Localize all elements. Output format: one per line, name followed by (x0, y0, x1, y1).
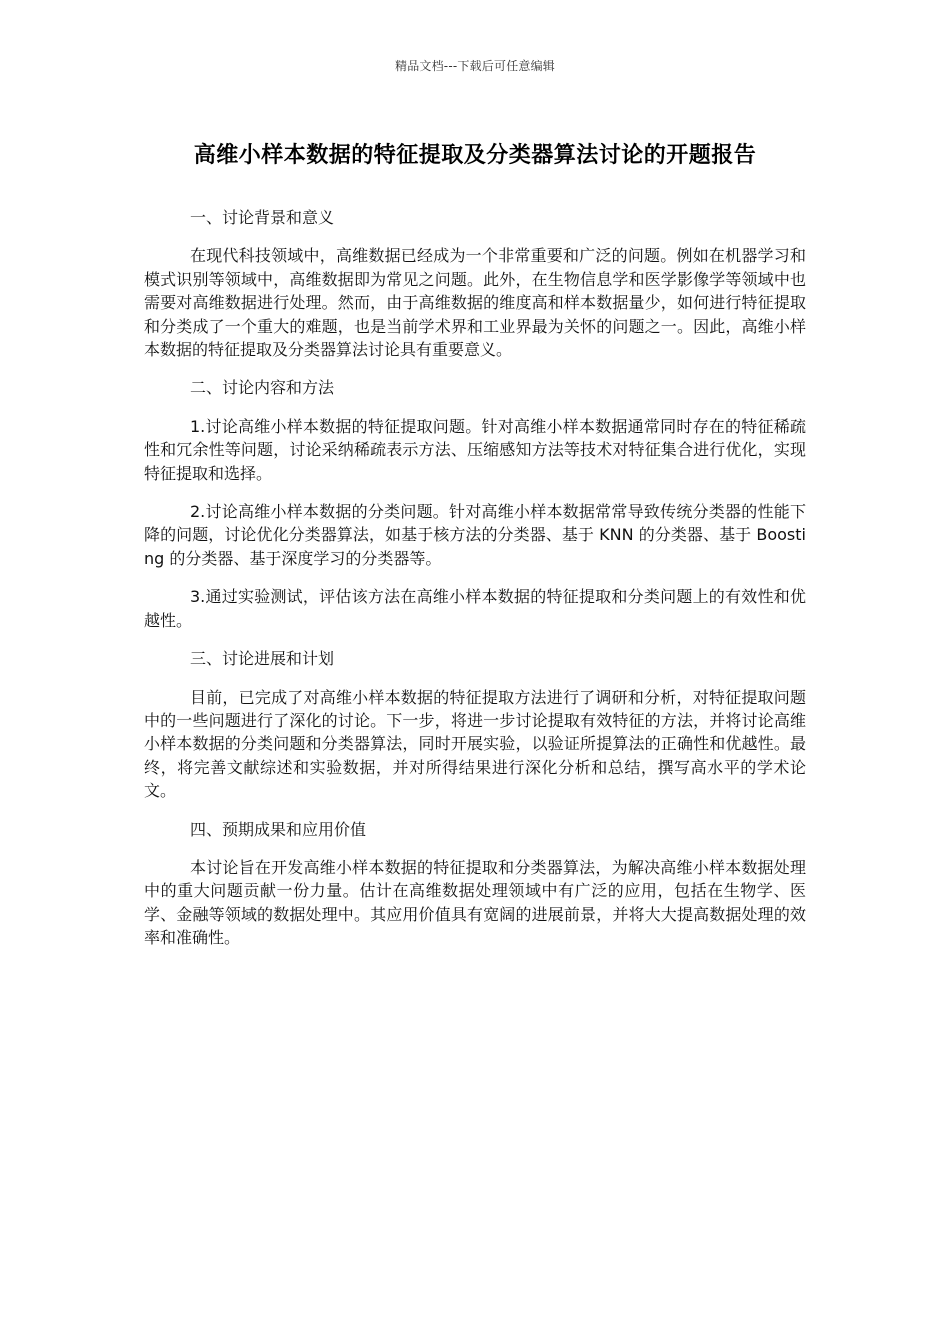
paragraph-background: 在现代科技领域中，高维数据已经成为一个非常重要和广泛的问题。例如在机器学习和模式识别等领域中，高维数据即为常见之问题。此外，在生物信息学和医学影像学等领域中也需要对高维数据进行处理。然而，由于高维数据的维度高和样本数据量少，如何进行特征提取和分类成了一个重大的难题，也是当前学术界和工业界最为关怀的问题之一。因此，高维小样本数据的特征提取及分类器算法讨论具有重要意义。 (144, 246, 806, 360)
document-body (144, 206, 806, 965)
section-heading-background: 一、讨论背景和意义 (190, 208, 335, 227)
paragraph-experiments: 3.通过实验测试，评估该方法在高维小样本数据的特征提取和分类问题上的有效性和优越性。 (144, 587, 806, 630)
section-heading-expected-results: 四、预期成果和应用价值 (190, 819, 367, 839)
paragraph-feature-extraction: 1.讨论高维小样本数据的特征提取问题。针对高维小样本数据通常同时存在的特征稀疏性和冗余性等问题，讨论采纳稀疏表示方法、压缩感知方法等技术对特征集合进行优化，实现特征提取和选择。 (144, 416, 806, 483)
paragraph-expected-results: 本讨论旨在开发高维小样本数据的特征提取和分类器算法，为解决高维小样本数据处理中的重大问题贡献一份力量。估计在高维数据处理领域中有广泛的应用，包括在生物学、医学、金融等领域的数据处理中。其应用价值具有宽阔的进展前景，并将大大提高数据处理的效率和准确性。 (144, 857, 806, 948)
section-heading-content-methods: 二、讨论内容和方法 (190, 378, 335, 398)
page-header: 精品文档---下载后可任意编辑 (395, 59, 555, 73)
paragraph-progress: 目前，已完成了对高维小样本数据的特征提取方法进行了调研和分析，对特征提取问题中的一些问题进行了深化的讨论。下一步，将进一步讨论提取有效特征的方法，并将讨论高维小样本数据的分类问题和分类器算法，同时开展实验，以验证所提算法的正确性和优越性。最终，将完善文献综述和实验数据，并对所得结果进行深化分析和总结，撰写高水平的学术论文。 (144, 687, 806, 801)
paragraph-classification: 2.讨论高维小样本数据的分类问题。针对高维小样本数据常常导致传统分类器的性能下降的问题，讨论优化分类器算法，如基于核方法的分类器、基于 KNN 的分类器、基于 Boosting 的分类器、基于深度学习的分类器等。 (144, 502, 806, 568)
section-heading-progress-plan: 三、讨论进展和计划 (190, 649, 335, 669)
document-title: 高维小样本数据的特征提取及分类器算法讨论的开题报告 (193, 143, 757, 168)
